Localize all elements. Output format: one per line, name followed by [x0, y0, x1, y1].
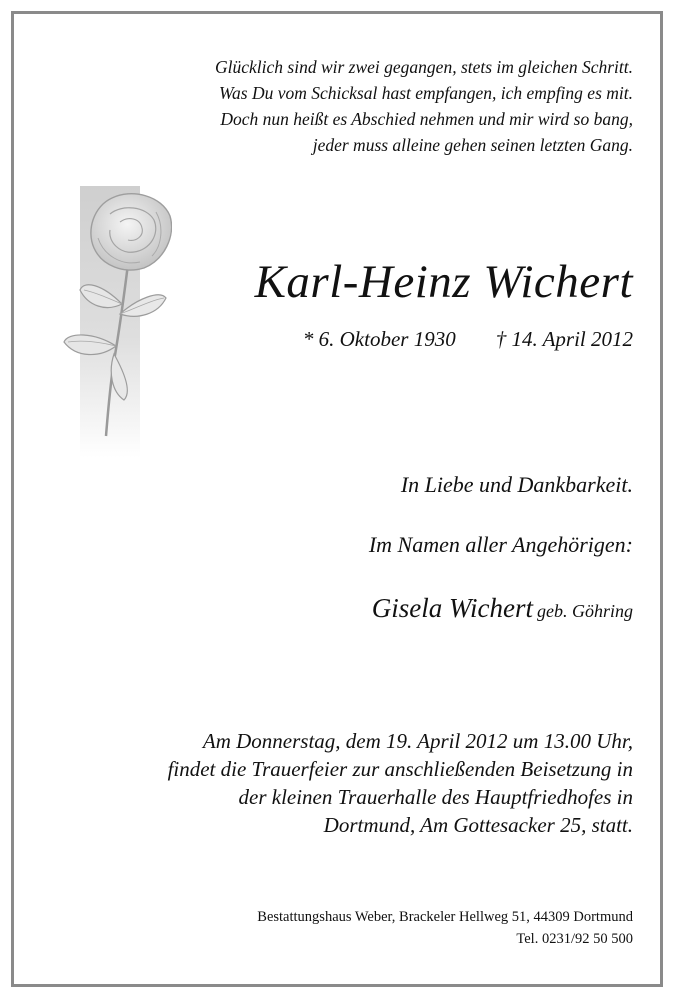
mourner-name: Gisela Wichert [371, 593, 533, 623]
behalf-line: Im Namen aller Angehörigen: [368, 532, 633, 557]
undertaker-info [257, 906, 633, 950]
service-line: Am Donnerstag, dem 19. April 2012 um 13.00 Uhr, [202, 729, 633, 753]
service-line: Dortmund, Am Gottesacker 25, statt. [323, 813, 633, 837]
poem [215, 54, 633, 158]
poem-line: Glücklich sind wir zwei gegangen, stets im gleichen Schritt. [215, 57, 633, 77]
birth-date: * 6. Oktober 1930 [302, 327, 456, 351]
service-info [168, 727, 633, 839]
death-date: † 14. April 2012 [495, 327, 633, 351]
mourner [372, 588, 633, 633]
undertaker-phone: Tel. 0231/92 50 500 [516, 931, 633, 947]
deceased-name: Karl-Heinz Wichert [254, 256, 633, 308]
service-line: findet die Trauerfeier zur anschließenden Beisetzung in [167, 757, 633, 781]
rose-icon [62, 186, 172, 458]
undertaker-address: Bestattungshaus Weber, Brackeler Hellweg 51, 44309 Dortmund [257, 909, 633, 925]
life-dates [303, 324, 633, 354]
thanks-line: In Liebe und Dankbarkeit. [400, 472, 633, 497]
poem-line: jeder muss alleine gehen seinen letzten Gang. [312, 135, 633, 155]
service-line: der kleinen Trauerhalle des Hauptfriedhofes in [238, 785, 633, 809]
mourner-maiden-name: geb. Göhring [537, 601, 633, 621]
poem-line: Doch nun heißt es Abschied nehmen und mir wird so bang, [220, 109, 633, 129]
poem-line: Was Du vom Schicksal hast empfangen, ich empfing es mit. [219, 83, 633, 103]
